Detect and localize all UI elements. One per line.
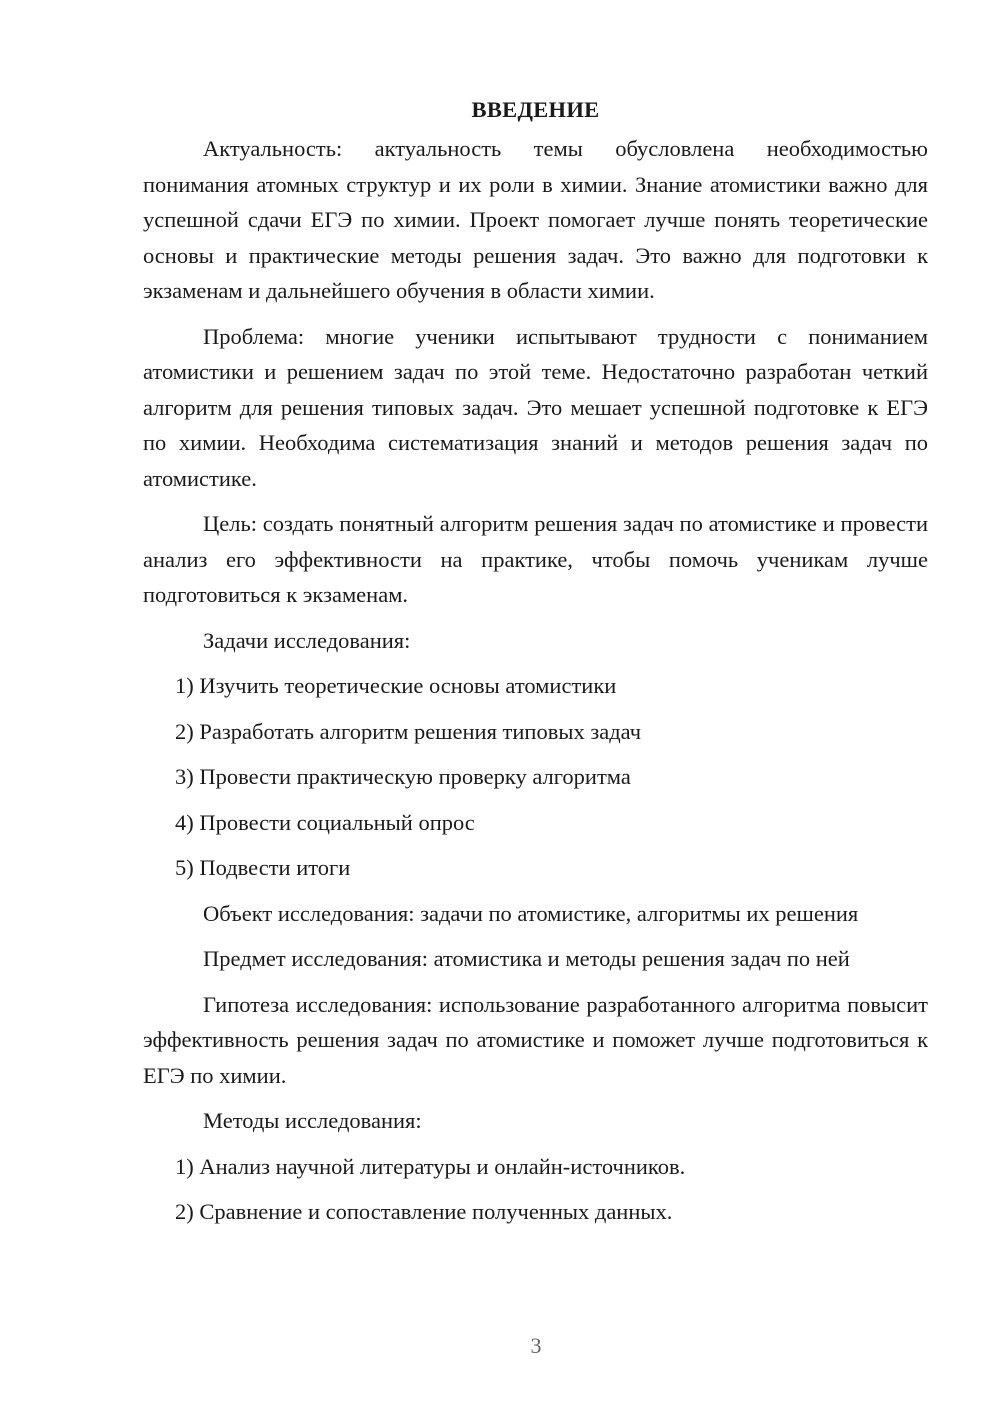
page-content <box>143 92 928 1240</box>
list-item: 5) Подвести итоги <box>175 855 351 880</box>
list-item: 3) Провести практическую проверку алгоритма <box>175 764 631 789</box>
page-number: 3 <box>530 1333 542 1358</box>
list-item: 1) Анализ научной литературы и онлайн-источников. <box>175 1153 686 1179</box>
problem-paragraph: Проблема: многие ученики испытывают трудности с пониманием атомистики и решением задач по этой теме. Недостаточно разработан четкий алгоритм для решения типовых задач. Это мешает успешной подготовке к ЕГЭ по химии. Необходима систематизация знаний и методов решения задач по атомистике. <box>143 323 928 491</box>
relevance-paragraph: Актуальность: актуальность темы обусловлена необходимостью понимания атомных структур и их роли в химии. Знание атомистики важно для успешной сдачи ЕГЭ по химии. Проект помогает лучше понять теоретические основы и практические методы решения задач. Это важно для подготовки к экзаменам и дальнейшего обучения в области химии. <box>143 136 928 303</box>
methods-title: Методы исследования: <box>203 1108 422 1133</box>
list-item: 2) Разработать алгоритм решения типовых задач <box>175 718 642 744</box>
goal-paragraph: Цель: создать понятный алгоритм решения задач по атомистике и провести анализ его эффективности на практике, чтобы помочь ученикам лучше подготовиться к экзаменам. <box>143 511 928 607</box>
tasks-title: Задачи исследования: <box>203 627 411 653</box>
section-heading: ВВЕДЕНИЕ <box>471 97 600 122</box>
methods-list <box>143 1149 928 1230</box>
tasks-list <box>143 668 928 886</box>
hypothesis-paragraph: Гипотеза исследования: использование разработанного алгоритма повысит эффективность решения задач по атомистике и поможет лучше подготовиться к ЕГЭ по химии. <box>143 991 928 1088</box>
list-item: 2) Сравнение и сопоставление полученных данных. <box>175 1199 673 1224</box>
object-paragraph: Объект исследования: задачи по атомистике, алгоритмы их решения <box>203 900 859 926</box>
list-item: 4) Провести социальный опрос <box>175 809 475 835</box>
list-item: 1) Изучить теоретические основы атомистики <box>175 673 617 698</box>
subject-paragraph: Предмет исследования: атомистика и методы решения задач по ней <box>203 946 850 971</box>
